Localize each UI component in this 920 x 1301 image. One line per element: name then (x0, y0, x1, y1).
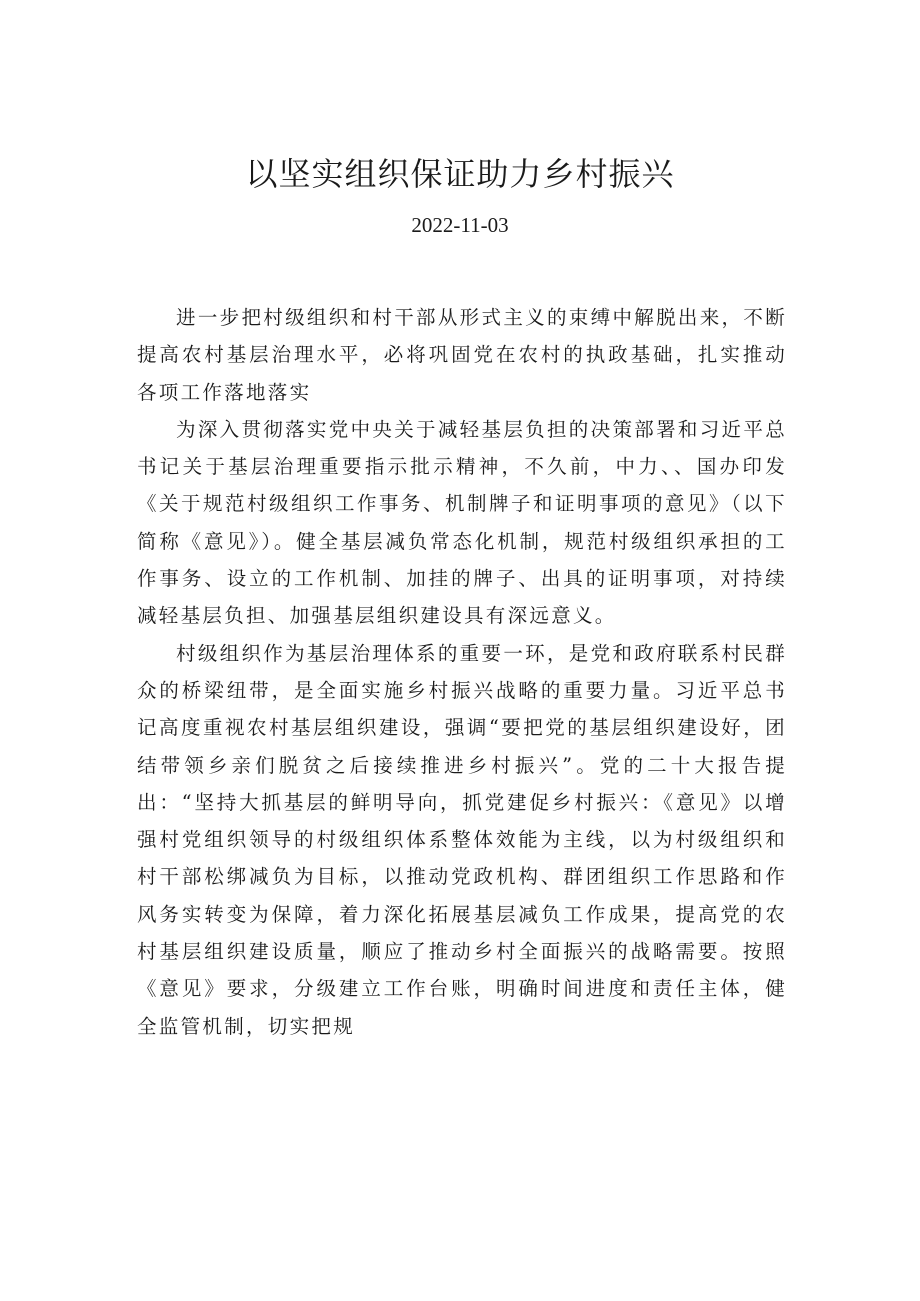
document-body (137, 299, 787, 1045)
paragraph-2: 为深入贯彻落实党中央关于减轻基层负担的决策部署和习近平总书记关于基层治理重要指示批示精神，不久前，中力、、国办印发《关于规范村级组织工作事务、机制牌子和证明事项的意见》（以下简称《意见》）。健全基层减负常态化机制，规范村级组织承担的工作事务、设立的工作机制、加挂的牌子、出具的证明事项，对持续减轻基层负担、加强基层组织建设具有深远意义。 (137, 417, 787, 628)
paragraph-3: 村级组织作为基层治理体系的重要一环，是党和政府联系村民群众的桥梁纽带，是全面实施乡村振兴战略的重要力量。习近平总书记高度重视农村基层组织建设，强调“要把党的基层组织建设好，团结带领乡亲们脱贫之后接续推进乡村振兴”。党的二十大报告提出：“坚持大抓基层的鲜明导向，抓党建促乡村振兴：《意见》以增强村党组织领导的村级组织体系整体效能为主线，以为村级组织和村干部松绑减负为目标，以推动党政机构、群团组织工作思路和作风务实转变为保障，着力深化拓展基层减负工作成果，提高党的农村基层组织建设质量，顺应了推动乡村全面振兴的战略需要。按照《意见》要求，分级建立工作台账，明确时间进度和责任主体，健全监管机制，切实把规 (137, 641, 787, 1038)
document-title: 以坚实组织保证助力乡村振兴 (245, 155, 675, 193)
paragraph-1: 进一步把村级组织和村干部从形式主义的束缚中解脱出来，不断提高农村基层治理水平，必将巩固党在农村的执政基础，扎实推动各项工作落地落实 (137, 306, 787, 404)
publish-date: 2022-11-03 (411, 213, 509, 237)
